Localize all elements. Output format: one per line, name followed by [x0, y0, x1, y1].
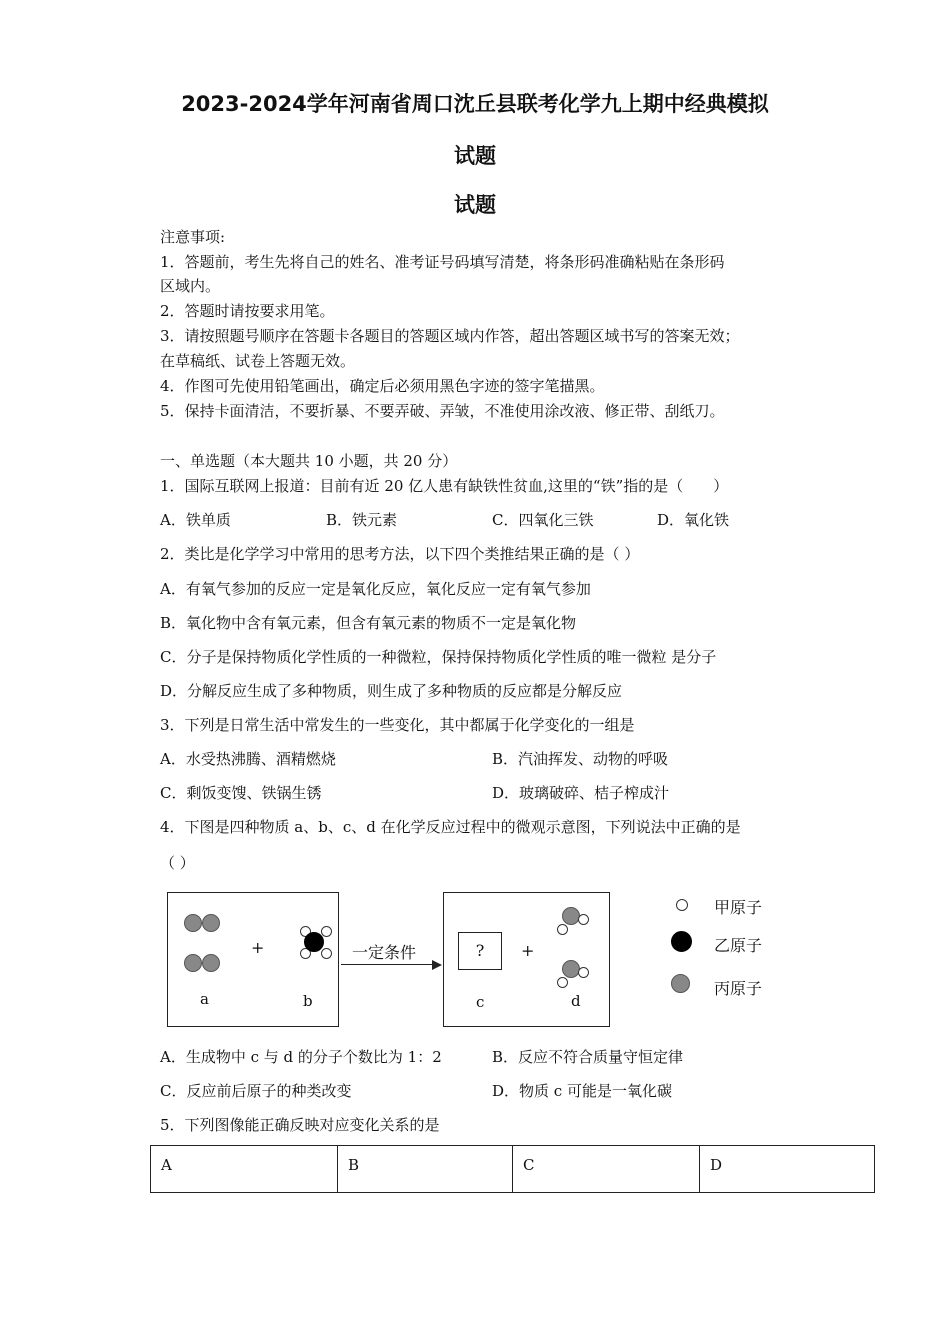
- bing-atom: [202, 914, 220, 932]
- q5-cell-b: B: [338, 1146, 513, 1193]
- question-1-stem: 1．国际互联网上报道：目前有近 20 亿人患有缺铁性贫血,这里的“铁”指的是（ ）: [160, 477, 729, 495]
- bing-atom: [184, 954, 202, 972]
- label-a: a: [200, 990, 209, 1008]
- question-5-stem: 5．下列图像能正确反映对应变化关系的是: [160, 1116, 440, 1134]
- question-4-stem-cont: （ ）: [160, 854, 195, 872]
- q2-option-c: C．分子是保持物质化学性质的一种微粒，保持保持物质化学性质的唯一微粒 是分子: [160, 648, 717, 666]
- plus-sign: +: [521, 941, 535, 960]
- exam-subtitle-repeat: 试题: [454, 193, 496, 217]
- bing-atom: [562, 907, 580, 925]
- label-c: c: [476, 993, 485, 1011]
- q2-option-b: B．氧化物中含有氧元素，但含有氧元素的物质不一定是氧化物: [160, 614, 577, 632]
- q5-cell-c: C: [513, 1146, 700, 1193]
- label-b: b: [303, 992, 313, 1010]
- arrow-head-icon: [432, 960, 442, 970]
- jia-atom: [557, 977, 568, 988]
- q5-cell-a: A: [151, 1146, 338, 1193]
- notice-item: 区域内。: [160, 277, 221, 295]
- notice-item: 1．答题前，考生先将自己的姓名、准考证号码填写清楚，将条形码准确粘贴在条形码: [160, 253, 725, 271]
- section-heading: 一、单选题（本大题共 10 小题，共 20 分）: [160, 452, 458, 470]
- q3-option-a: A．水受热沸腾、酒精燃烧: [160, 750, 336, 768]
- jia-atom: [321, 926, 332, 937]
- q3-option-d: D．玻璃破碎、桔子榨成汁: [492, 784, 670, 802]
- jia-atom: [578, 967, 589, 978]
- q4-option-d: D．物质 c 可能是一氧化碳: [492, 1082, 672, 1100]
- question-3-stem: 3．下列是日常生活中常发生的一些变化，其中都属于化学变化的一组是: [160, 716, 635, 734]
- q4-option-b: B．反应不符合质量守恒定律: [492, 1048, 684, 1066]
- bing-atom: [202, 954, 220, 972]
- unknown-product-box: ?: [458, 932, 502, 970]
- q5-options-table: [150, 1145, 875, 1193]
- exam-subtitle: 试题: [454, 144, 496, 168]
- notice-item: 在草稿纸、试卷上答题无效。: [160, 352, 356, 370]
- q4-option-c: C．反应前后原子的种类改变: [160, 1082, 352, 1100]
- question-4-stem: 4．下图是四种物质 a、b、c、d 在化学反应过程中的微观示意图，下列说法中正确的是: [160, 818, 741, 836]
- q5-cell-d: D: [700, 1146, 875, 1193]
- q1-option-c: C．四氧化三铁: [492, 511, 594, 529]
- legend-jia-icon: [676, 899, 688, 911]
- legend-bing-label: 丙原子: [714, 979, 763, 998]
- q1-option-d: D．氧化铁: [657, 511, 730, 529]
- notice-item: 4．作图可先使用铅笔画出，确定后必须用黑色字迹的签字笔描黑。: [160, 377, 605, 395]
- jia-atom: [321, 948, 332, 959]
- notice-item: 5．保持卡面清洁，不要折暴、不要弄破、弄皱，不准使用涂改液、修正带、刮纸刀。: [160, 402, 725, 420]
- reaction-condition: 一定条件: [352, 943, 417, 962]
- q2-option-a: A．有氧气参加的反应一定是氧化反应，氧化反应一定有氧气参加: [160, 580, 591, 598]
- q3-option-c: C．剩饭变馊、铁锅生锈: [160, 784, 322, 802]
- notice-item: 3．请按照题号顺序在答题卡各题目的答题区域内作答，超出答题区域书写的答案无效；: [160, 327, 740, 345]
- jia-atom: [557, 924, 568, 935]
- legend-bing-icon: [671, 974, 690, 993]
- legend-yi-label: 乙原子: [714, 936, 763, 955]
- label-d: d: [571, 992, 581, 1010]
- yi-atom: [304, 932, 324, 952]
- notice-heading: 注意事项:: [160, 228, 226, 246]
- legend-yi-icon: [671, 931, 692, 952]
- question-2-stem: 2．类比是化学学习中常用的思考方法，以下四个类推结果正确的是（ ）: [160, 545, 640, 563]
- q1-option-b: B．铁元素: [326, 511, 398, 529]
- notice-item: 2．答题时请按要求用笔。: [160, 302, 335, 320]
- plus-sign: +: [251, 938, 265, 957]
- bing-atom: [562, 960, 580, 978]
- legend-jia-label: 甲原子: [714, 898, 763, 917]
- exam-title: 2023-2024学年河南省周口沈丘县联考化学九上期中经典模拟: [181, 92, 769, 116]
- q4-option-a: A．生成物中 c 与 d 的分子个数比为 1：2: [160, 1048, 442, 1066]
- q3-option-b: B．汽油挥发、动物的呼吸: [492, 750, 669, 768]
- q2-option-d: D．分解反应生成了多种物质，则生成了多种物质的反应都是分解反应: [160, 682, 623, 700]
- reaction-arrow: [341, 964, 433, 965]
- bing-atom: [184, 914, 202, 932]
- q1-option-a: A．铁单质: [160, 511, 231, 529]
- jia-atom: [578, 914, 589, 925]
